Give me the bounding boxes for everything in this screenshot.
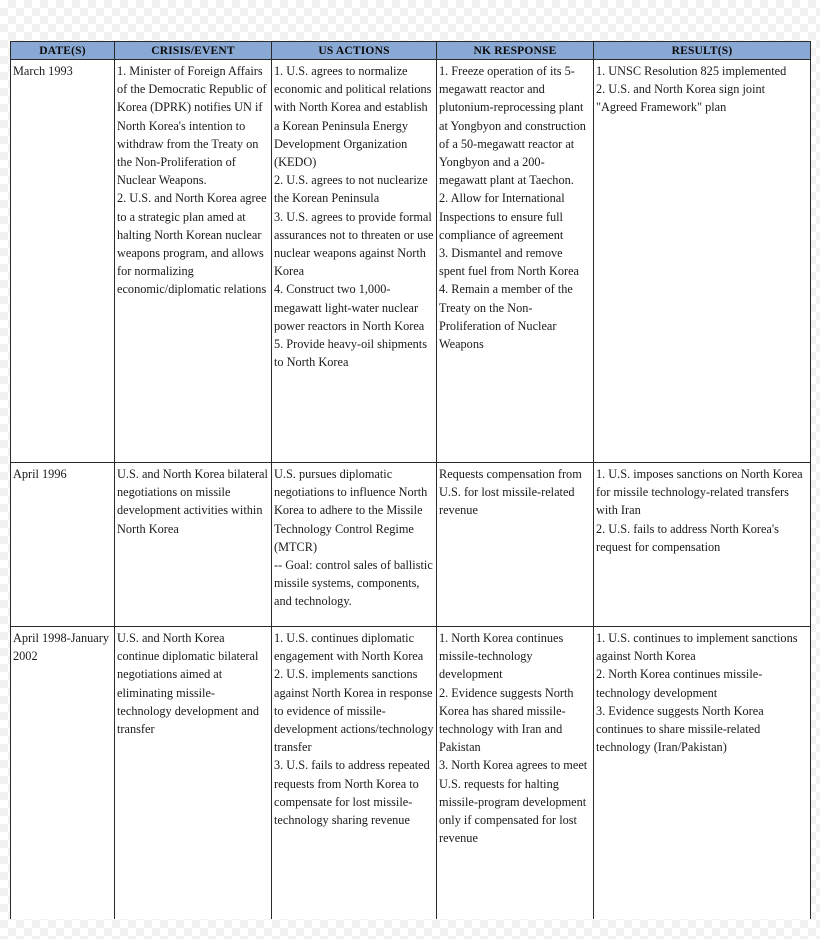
cell-nk-response (437, 60, 594, 463)
cell-nk-response (437, 463, 594, 627)
crisis-timeline-table (10, 41, 811, 919)
nk-response-item: Requests compensation from U.S. for lost missile-related revenue (439, 467, 582, 518)
nk-response-item: 4. Remain a member of the Treaty on the Non-Proliferation of Nuclear Weapons (439, 282, 573, 352)
table-row (11, 627, 811, 920)
cell-us-actions (272, 60, 437, 463)
nk-response-item: 2. Evidence suggests North Korea has shared missile-technology with Iran and Pakistan (439, 685, 574, 755)
header-crisis-event: CRISIS/EVENT (115, 42, 272, 60)
crisis-item: 1. Minister of Foreign Affairs of the Democratic Republic of Korea (DPRK) notifies UN if North Korea's intention to withdraw from the Treaty on the Non-Proliferation of Nuclear Weapons. (117, 64, 267, 188)
cell-date (11, 60, 115, 463)
us-action-item: 5. Provide heavy-oil shipments to North Korea (274, 337, 428, 370)
date-text: March 1993 (13, 64, 73, 78)
result-item: 1. U.S. continues to implement sanctions against North Korea (596, 631, 798, 664)
cell-results (594, 60, 811, 463)
cell-results (594, 627, 811, 920)
header-results: RESULT(S) (594, 42, 811, 60)
nk-response-item: 3. Dismantel and remove spent fuel from North Korea (439, 246, 580, 279)
nk-response-item: 3. North Korea agrees to meet U.S. requests for halting missile-program development only if compensated for lost revenue (439, 758, 588, 846)
us-action-item: -- Goal: control sales of ballistic missile systems, components, and technology. (274, 558, 433, 609)
result-item: 1. UNSC Resolution 825 implemented (596, 64, 787, 78)
cell-us-actions (272, 627, 437, 920)
result-item: 2. North Korea continues missile-technology development (596, 667, 763, 700)
header-us-actions: US ACTIONS (272, 42, 437, 60)
cell-crisis (115, 463, 272, 627)
table-row (11, 463, 811, 627)
us-action-item: 4. Construct two 1,000-megawatt light-water nuclear power reactors in North Korea (274, 282, 425, 333)
nk-response-item: 2. Allow for International Inspections to ensure full compliance of agreement (439, 191, 565, 242)
us-action-item: 3. U.S. agrees to provide formal assurances not to threaten or use nuclear weapons against North Korea (274, 209, 434, 279)
us-action-item: 1. U.S. continues diplomatic engagement with North Korea (274, 631, 424, 664)
cell-us-actions (272, 463, 437, 627)
table-row (11, 60, 811, 463)
us-action-item: 2. U.S. agrees to not nuclearize the Korean Peninsula (274, 173, 428, 206)
header-row (11, 42, 811, 60)
result-item: 1. U.S. imposes sanctions on North Korea for missile technology-related transfers with Iran (596, 467, 803, 518)
header-nk-response: NK RESPONSE (437, 42, 594, 60)
header-dates: DATE(S) (11, 42, 115, 60)
date-text: April 1996 (13, 467, 67, 481)
cell-results (594, 463, 811, 627)
cell-crisis (115, 627, 272, 920)
result-item: 2. U.S. fails to address North Korea's request for compensation (596, 521, 779, 554)
nk-response-item: 1. Freeze operation of its 5-megawatt reactor and plutonium-reprocessing plant at Yongbyon and construction of a 50-megawatt reactor at Yongbyon and a 200-megawatt plant at Taechon. (439, 64, 586, 188)
cell-nk-response (437, 627, 594, 920)
cell-crisis (115, 60, 272, 463)
crisis-item: U.S. and North Korea bilateral negotiations on missile development activities within North Korea (117, 467, 268, 536)
result-item: 2. U.S. and North Korea sign joint "Agreed Framework" plan (596, 82, 766, 115)
nk-response-item: 1. North Korea continues missile-technology development (439, 631, 564, 682)
cell-date (11, 463, 115, 627)
us-action-item: 1. U.S. agrees to normalize economic and political relations with North Korea and establish a Korean Peninsula Energy Development Organization (KEDO) (274, 64, 432, 170)
date-text: April 1998-January 2002 (13, 631, 109, 664)
cell-date (11, 627, 115, 920)
us-action-item: 2. U.S. implements sanctions against North Korea in response to evidence of missile-development actions/technology transfer (274, 667, 434, 755)
crisis-item: U.S. and North Korea continue diplomatic bilateral negotiations aimed at eliminating missile-technology development and transfer (117, 631, 260, 737)
us-action-item: U.S. pursues diplomatic negotiations to influence North Korea to adhere to the Missile Technology Control Regime (MTCR) (274, 467, 428, 554)
crisis-item: 2. U.S. and North Korea agree to a strategic plan amed at halting North Korean nuclear weapons program, and allows for normalizing economic/diplomatic relations (117, 191, 267, 297)
us-action-item: 3. U.S. fails to address repeated requests from North Korea to compensate for lost missile-technology sharing revenue (274, 758, 430, 828)
result-item: 3. Evidence suggests North Korea continues to share missile-related technology (Iran/Pakistan) (596, 703, 764, 755)
